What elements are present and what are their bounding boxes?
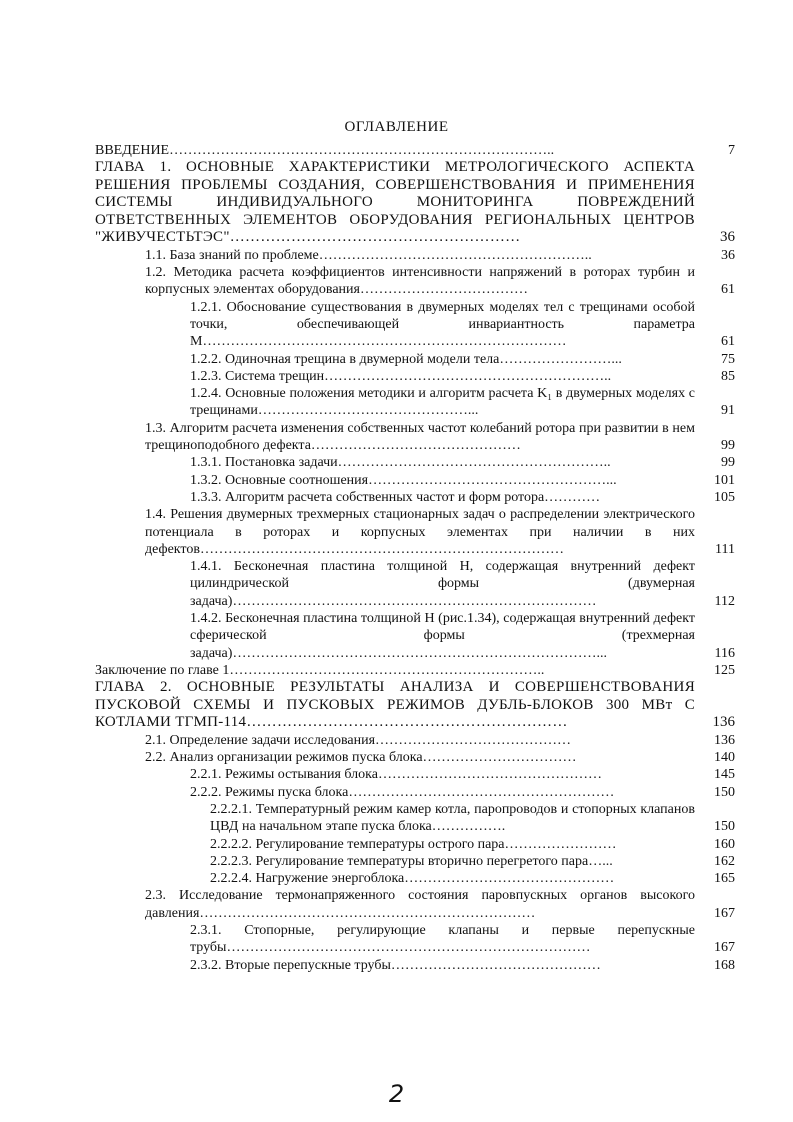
toc-entry-2-3[interactable]: 2.3. Исследование термонапряженного состояния паровпускных органов высокого давления……………………………………………………………… 167 [145,888,735,921]
page-title: ОГЛАВЛЕНИЕ [344,119,449,135]
toc-entry-2-2-2-1[interactable]: 2.2.2.1. Температурный режим камер котла, паропроводов и стопорных клапанов ЦВД на начальном этапе пуска блока……………. 150 [210,801,735,835]
toc-entry-2-2-2-3[interactable]: 2.2.2.3. Регулирование температуры вторично перегретого пара…... 162 [210,853,735,869]
toc-entry-1-2-4[interactable]: 1.2.4. Основные положения методики и алгоритм расчета K₁ в двумерных моделях с трещинами………………………………………... 91 [190,386,735,419]
toc-entry-chapter-2[interactable]: ГЛАВА 2. ОСНОВНЫЕ РЕЗУЛЬТАТЫ АНАЛИЗА И СОВЕРШЕНСТВОВАНИЯ ПУСКОВОЙ СХЕМЫ И ПУСКОВЫХ РЕЖИМОВ ДУБЛЬ-БЛОКОВ 300 МВт С КОТЛАМИ ТГМП-114……………………………………………………… 136 [95,679,735,731]
toc-entry-2-2-1[interactable]: 2.2.1. Режимы остывания блока………………………………………… 145 [190,767,735,783]
toc-entry-2-3-2[interactable]: 2.3.2. Вторые перепускные трубы……………………………………… 168 [190,957,735,973]
toc-entry-1-3[interactable]: 1.3. Алгоритм расчета изменения собственных частот колебаний ротора при развитии в нем трещиноподобного дефекта……………………………………… 99 [145,420,735,454]
toc-entry-2-1[interactable]: 2.1. Определение задачи исследования…………………………………… 136 [145,732,735,748]
toc-entry-introduction[interactable]: ВВЕДЕНИЕ……………………………………………………………………….. 7 [95,143,735,158]
toc-entry-1-3-3[interactable]: 1.3.3. Алгоритм расчета собственных частот и форм ротора………… 105 [190,489,735,505]
page-number: 2 [388,1080,405,1108]
toc-entry-2-2-2-4[interactable]: 2.2.2.4. Нагружение энергоблока……………………………………… 165 [210,871,735,887]
toc-entry-chapter-1[interactable]: ГЛАВА 1. ОСНОВНЫЕ ХАРАКТЕРИСТИКИ МЕТРОЛОГИЧЕСКОГО АСПЕКТА РЕШЕНИЯ ПРОБЛЕМЫ СОЗДАНИЯ, СОВЕРШЕНСТВОВАНИЯ И ПРИМЕНЕНИЯ СИСТЕМЫ ИНДИВИДУАЛЬНОГО МОНИТОРИНГА ПОВРЕЖДЕНИЙ ОТВЕТСТВЕННЫХ ЭЛЕМЕНТОВ ОБОРУДОВАНИЯ РЕГИОНАЛЬНЫХ ЦЕНТРОВ "ЖИВУЧЕСТЬТЭС"………………………………………………… 36 [95,159,735,246]
toc-entry-1-2-1[interactable]: 1.2.1. Обоснование существования в двумерных моделях тел с трещинами особой точки, обеспечивающей инвариантность параметра М…………………………………………………………………… 61 [190,299,735,350]
toc-entry-2-2-2-2[interactable]: 2.2.2.2. Регулирование температуры острого пара…………………… 160 [210,836,735,852]
toc-entry-1-2-3[interactable]: 1.2.3. Система трещин…………………………………………………….. 85 [190,368,735,384]
table-of-contents [95,142,735,974]
toc-entry-1-1[interactable]: 1.1. База знаний по проблеме………………………………………………….. 36 [145,247,735,263]
toc-entry-1-4[interactable]: 1.4. Решения двумерных трехмерных стационарных задач о распределении электрического потенциала в роторах и корпусных элементах при наличии в них дефектов…………………………………………………………………… 111 [145,507,735,557]
toc-entry-1-4-2[interactable]: 1.4.2. Бесконечная пластина толщиной Н (рис.1.34), содержащая внутренний дефект сферической формы (трехмерная задача)……………………………………………………………………... 116 [190,611,735,661]
toc-entry-1-2-2[interactable]: 1.2.2. Одиночная трещина в двумерной модели тела……………………... 75 [190,351,735,367]
toc-entry-1-4-1[interactable]: 1.4.1. Бесконечная пластина толщиной Н, содержащая внутренний дефект цилиндрической формы (двумерная задача)…………………………………………………………………… 112 [190,559,735,609]
toc-entry-2-2[interactable]: 2.2. Анализ организации режимов пуска блока…………………………… 140 [145,750,735,766]
toc-entry-conclusion-1[interactable]: Заключение по главе 1………………………………………………………….. 125 [95,662,735,678]
toc-entry-1-3-1[interactable]: 1.3.1. Постановка задачи………………………………………………….. 99 [190,455,735,471]
toc-entry-1-2[interactable]: 1.2. Методика расчета коэффициентов интенсивности напряжений в роторах турбин и корпусных элементах оборудования……………………………… 61 [145,265,735,298]
toc-entry-2-2-2[interactable]: 2.2.2. Режимы пуска блока………………………………………………… 150 [190,784,735,800]
toc-entry-1-3-2[interactable]: 1.3.2. Основные соотношения……………………………………………... 101 [190,472,735,488]
toc-entry-2-3-1[interactable]: 2.3.1. Стопорные, регулирующие клапаны и первые перепускные трубы…………………………………………………………………… 167 [190,922,735,956]
